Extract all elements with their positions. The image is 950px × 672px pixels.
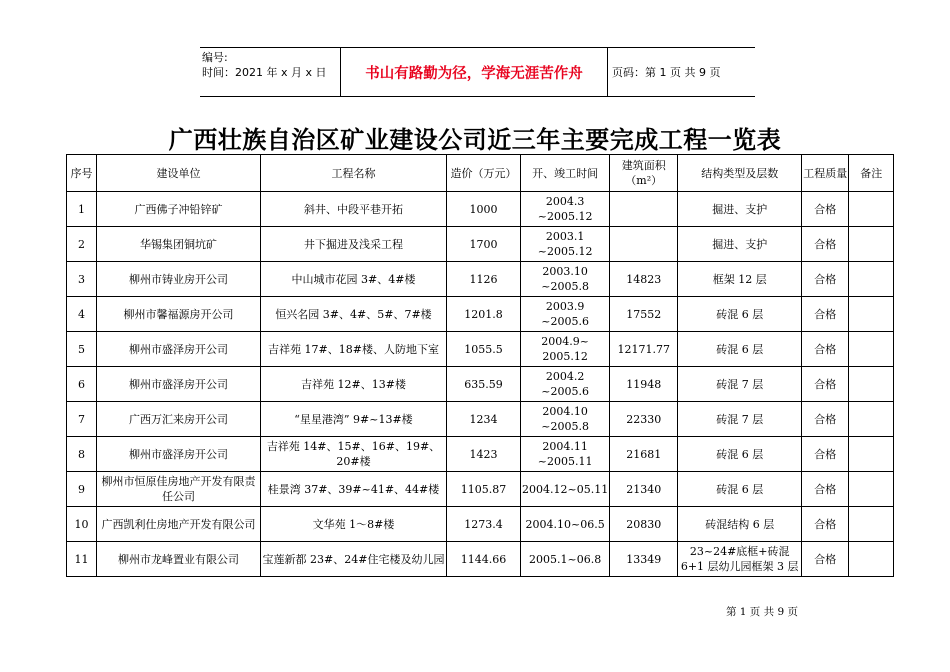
table-cell: [849, 332, 894, 367]
page-header: [200, 48, 755, 96]
column-header: 工程质量: [802, 155, 849, 192]
table-cell: [849, 262, 894, 297]
table-cell: 2004.3 ~2005.12: [521, 192, 610, 227]
column-header: 造价（万元）: [447, 155, 521, 192]
table-cell: 合格: [802, 332, 849, 367]
table-cell: 1234: [447, 402, 521, 437]
page-footer: 第 1 页 共 9 页: [725, 606, 798, 618]
table-cell: [849, 472, 894, 507]
table-cell: 合格: [802, 437, 849, 472]
table-cell: 华锡集团铜坑矿: [97, 227, 261, 262]
table-cell: 1055.5: [447, 332, 521, 367]
table-cell: 柳州市盛泽房开公司: [97, 437, 261, 472]
table-cell: 广西万汇来房开公司: [97, 402, 261, 437]
table-cell: 2003.9 ~2005.6: [521, 297, 610, 332]
table-cell: 掘进、支护: [678, 227, 802, 262]
table-row: [67, 472, 894, 507]
column-header: 备注: [849, 155, 894, 192]
table-cell: 1: [67, 192, 97, 227]
column-header: 建设单位: [97, 155, 261, 192]
column-header: 序号: [67, 155, 97, 192]
table-cell: 掘进、支护: [678, 192, 802, 227]
table-cell: 21340: [610, 472, 678, 507]
table-cell: 2004.10 ~2005.8: [521, 402, 610, 437]
table-cell: 广西佛子冲铅锌矿: [97, 192, 261, 227]
table-cell: [849, 437, 894, 472]
table-cell: 2004.12~05.11: [521, 472, 610, 507]
table-cell: 1201.8: [447, 297, 521, 332]
table-cell: 砖混 6 层: [678, 437, 802, 472]
table-cell: 柳州市馨福源房开公司: [97, 297, 261, 332]
table-row: [67, 227, 894, 262]
table-cell: 斜井、中段平巷开拓: [261, 192, 447, 227]
table-cell: 柳州市盛泽房开公司: [97, 332, 261, 367]
table-cell: 桂景湾 37#、39#~41#、44#楼: [261, 472, 447, 507]
table-cell: 柳州市龙峰置业有限公司: [97, 542, 261, 577]
table-cell: 2003.10 ~2005.8: [521, 262, 610, 297]
table-row: [67, 542, 894, 577]
table-header-row: [67, 155, 894, 192]
table-cell: 合格: [802, 262, 849, 297]
table-cell: 5: [67, 332, 97, 367]
table-cell: 合格: [802, 507, 849, 542]
header-meta: [202, 50, 327, 80]
table-cell: 11948: [610, 367, 678, 402]
table-cell: 合格: [802, 297, 849, 332]
column-header: 建筑面积（m²）: [610, 155, 678, 192]
table-row: [67, 402, 894, 437]
page-title: 广西壮族自治区矿业建设公司近三年主要完成工程一览表: [168, 126, 782, 154]
table-cell: 砖混 7 层: [678, 402, 802, 437]
table-cell: 井下掘进及浅采工程: [261, 227, 447, 262]
column-header: 工程名称: [261, 155, 447, 192]
table-cell: 吉祥苑 17#、18#楼、人防地下室: [261, 332, 447, 367]
table-cell: 恒兴名园 3#、4#、5#、7#楼: [261, 297, 447, 332]
table-cell: 柳州市盛泽房开公司: [97, 367, 261, 402]
table-cell: 框架 12 层: [678, 262, 802, 297]
table-row: [67, 297, 894, 332]
header-bottom-rule: [200, 96, 755, 97]
table-cell: [849, 192, 894, 227]
projects-table: [66, 154, 894, 577]
table-cell: 1700: [447, 227, 521, 262]
table-cell: 合格: [802, 192, 849, 227]
table-row: [67, 332, 894, 367]
table-cell: 6: [67, 367, 97, 402]
table-cell: 砖混结构 6 层: [678, 507, 802, 542]
header-page-info: 页码：第 1 页 共 9 页: [612, 66, 721, 79]
table-cell: 1000: [447, 192, 521, 227]
table-row: [67, 507, 894, 542]
table-cell: 合格: [802, 227, 849, 262]
table-cell: [849, 227, 894, 262]
table-cell: 8: [67, 437, 97, 472]
table-cell: 1273.4: [447, 507, 521, 542]
table-cell: [849, 507, 894, 542]
table-cell: 2003.1 ~2005.12: [521, 227, 610, 262]
column-header: 结构类型及层数: [678, 155, 802, 192]
table-cell: [849, 402, 894, 437]
table-cell: 砖混 7 层: [678, 367, 802, 402]
table-cell: 7: [67, 402, 97, 437]
table-cell: 1126: [447, 262, 521, 297]
table-cell: 2005.1~06.8: [521, 542, 610, 577]
table-cell: 砖混 6 层: [678, 297, 802, 332]
table-cell: 20830: [610, 507, 678, 542]
table-cell: 11: [67, 542, 97, 577]
table-body: [67, 192, 894, 577]
table-cell: 中山城市花园 3#、4#楼: [261, 262, 447, 297]
table-cell: 柳州市恒原佳房地产开发有限责任公司: [97, 472, 261, 507]
table-cell: [610, 192, 678, 227]
column-header: 开、竣工时间: [521, 155, 610, 192]
header-motto: 书山有路勤为径，学海无涯苦作舟: [340, 48, 608, 96]
table-cell: 宝莲新都 23#、24#住宅楼及幼儿园: [261, 542, 447, 577]
table-cell: 合格: [802, 402, 849, 437]
table-cell: 吉祥苑 14#、15#、16#、19#、20#楼: [261, 437, 447, 472]
table-cell: 1105.87: [447, 472, 521, 507]
table-cell: 2004.2 ~2005.6: [521, 367, 610, 402]
table-cell: 3: [67, 262, 97, 297]
table-row: [67, 437, 894, 472]
table-cell: 12171.77: [610, 332, 678, 367]
document-time: 时间：2021 年 x 月 x 日: [202, 66, 327, 79]
table-cell: 13349: [610, 542, 678, 577]
table-cell: 17552: [610, 297, 678, 332]
table-cell: 合格: [802, 367, 849, 402]
table-row: [67, 192, 894, 227]
table-cell: 10: [67, 507, 97, 542]
table-cell: 2004.9~ 2005.12: [521, 332, 610, 367]
document-number-label: 编号:: [202, 51, 228, 64]
table-row: [67, 262, 894, 297]
table-cell: [849, 297, 894, 332]
table-cell: 22330: [610, 402, 678, 437]
table-cell: 14823: [610, 262, 678, 297]
table-cell: 2: [67, 227, 97, 262]
table-cell: 9: [67, 472, 97, 507]
table-cell: 2004.10~06.5: [521, 507, 610, 542]
table-cell: 1423: [447, 437, 521, 472]
table-cell: “星星港湾” 9#~13#楼: [261, 402, 447, 437]
table-cell: 柳州市铸业房开公司: [97, 262, 261, 297]
table-cell: 635.59: [447, 367, 521, 402]
table-cell: 文华苑 1～8#楼: [261, 507, 447, 542]
table-cell: 23~24#底框+砖混 6+1 层幼儿园框架 3 层: [678, 542, 802, 577]
table-cell: [849, 367, 894, 402]
table-cell: 4: [67, 297, 97, 332]
table-cell: 吉祥苑 12#、13#楼: [261, 367, 447, 402]
table-row: [67, 367, 894, 402]
table-cell: 1144.66: [447, 542, 521, 577]
table-cell: [849, 542, 894, 577]
table-cell: [610, 227, 678, 262]
table-cell: 21681: [610, 437, 678, 472]
table-cell: 2004.11 ~2005.11: [521, 437, 610, 472]
table-cell: 广西凯利仕房地产开发有限公司: [97, 507, 261, 542]
table-cell: 合格: [802, 472, 849, 507]
table-cell: 砖混 6 层: [678, 332, 802, 367]
table-cell: 合格: [802, 542, 849, 577]
table-cell: 砖混 6 层: [678, 472, 802, 507]
